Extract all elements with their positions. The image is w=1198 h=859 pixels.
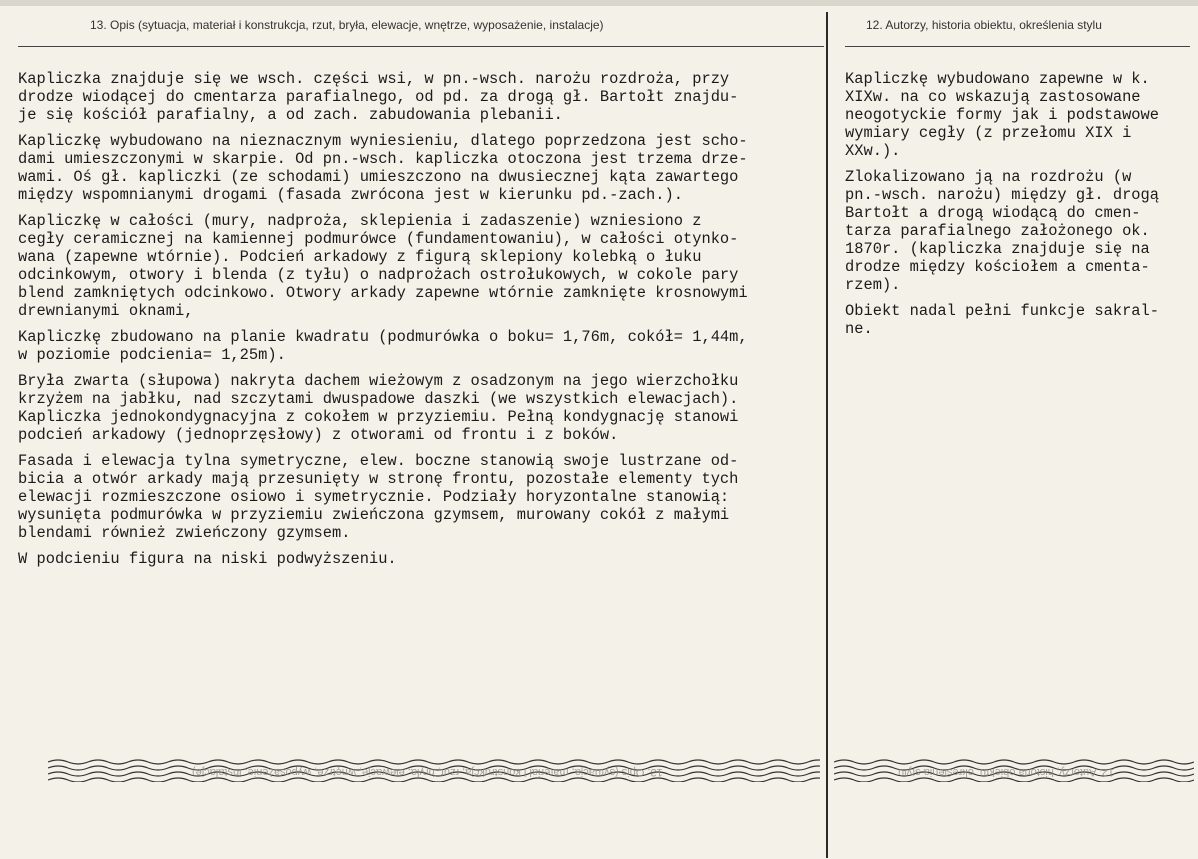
description-paragraph: Fasada i elewacja tylna symetryczne, elew. boczne stanowią swoje lustrzane od- bicia a otwór arkady mają przesunięty w stronę frontu, pozostałe elementy tych elewacji rozmieszczone osiowo i symetrycznie. Podziały horyzontalne stanowią: wysunięta podmurówka w przyziemiu zwieńczona gzymsem, murowany cokół z małymi blendami również zwieńczony gzymsem. bbox=[18, 452, 739, 542]
history-paragraph: Zlokalizowano ją na rozdrożu (w pn.-wsch. narożu) między gł. drogą Bartołt a drogą wiodącą do cmen- tarza parafialnego założonego ok. 1870r. (kapliczka znajduje się na drodze między kościołem a cmenta- rzem). bbox=[845, 168, 1160, 294]
description-paragraph: Kapliczka znajduje się we wsch. części wsi, w pn.-wsch. narożu rozdroża, przy drodze wiodącej do cmentarza parafialnego, od pd. za drogą gł. Bartołt znajdu- je się kościół parafialny, a od zach. zabudowania plebanii. bbox=[18, 70, 739, 124]
description-paragraph: Kapliczkę w całości (mury, nadproża, sklepienia i zadaszenie) wzniesiono z cegły ceramicznej na kamiennej podmurówce (fundamentowaniu), w całości otynko- wana (zapewne wtórnie). Podcień arkadowy z figurą sklepiony kolebką o łuku odcinkowym, otwory i blenda (z tyłu) o nadprożach ostrołukowych, w cokole pary blend zamkniętych odcinkowo. Otwory arkady zapewne wtórnie zamknięte krosnowymi drewnianymi oknami, bbox=[18, 212, 748, 320]
description-paragraph: Kapliczkę wybudowano na nieznacznym wyniesieniu, dlatego poprzedzona jest scho- dami umieszczonymi w skarpie. Od pn.-wsch. kapliczka otoczona jest trzema drze- wami. Oś gł. kapliczki (ze schodami) umieszczono na dwusiecznej kąta zawartego między wspomnianymi drogami (fasada zwrócona jest w kierunku pd.-zach.). bbox=[18, 132, 748, 204]
bleed-through-text-right: 12. Autorzy, historia obiektu, określenia stylu bbox=[898, 766, 1115, 778]
description-paragraph: Kapliczkę zbudowano na planie kwadratu (podmurówka o boku= 1,76m, cokół= 1,44m, w poziomie podcienia= 1,25m). bbox=[18, 328, 748, 364]
history-section-header: 12. Autorzy, historia obiektu, określenia stylu bbox=[866, 18, 1102, 32]
bleed-through-text-left: 13. Opis (sytuacja, materiał i konstrukcja, rzut, bryła, elewacje, wnętrze, wyposażenie, instalacje) bbox=[192, 766, 663, 778]
description-paragraph: Bryła zwarta (słupowa) nakryta dachem wieżowym z osadzonym na jego wierzchołku krzyżem na jabłku, nad szczytami dwuspadowe daszki (we wszystkich elewacjach). Kapliczka jednokondygnacyjna z cokołem w przyziemiu. Pełną kondygnację stanowi podcień arkadowy (jednoprzęsłowy) z otworami od frontu i z boków. bbox=[18, 372, 739, 444]
header-rule-right bbox=[845, 46, 1190, 47]
description-paragraph: W podcieniu figura na niski podwyższeniu. bbox=[18, 550, 397, 568]
history-text-block bbox=[845, 70, 1190, 346]
column-divider bbox=[826, 12, 828, 858]
history-paragraph: Kapliczkę wybudowano zapewne w k. XIXw. na co wskazują zastosowane neogotyckie formy jak i podstawowe wymiary cegły (z przełomu XIX i XXw.). bbox=[845, 70, 1160, 160]
description-section-header: 13. Opis (sytuacja, materiał i konstrukcja, rzut, bryła, elewacje, wnętrze, wyposażenie, instalacje) bbox=[90, 18, 604, 32]
header-rule-left bbox=[18, 46, 824, 47]
description-text-block bbox=[18, 70, 824, 576]
history-paragraph: Obiekt nadal pełni funkcje sakral- ne. bbox=[845, 302, 1160, 338]
